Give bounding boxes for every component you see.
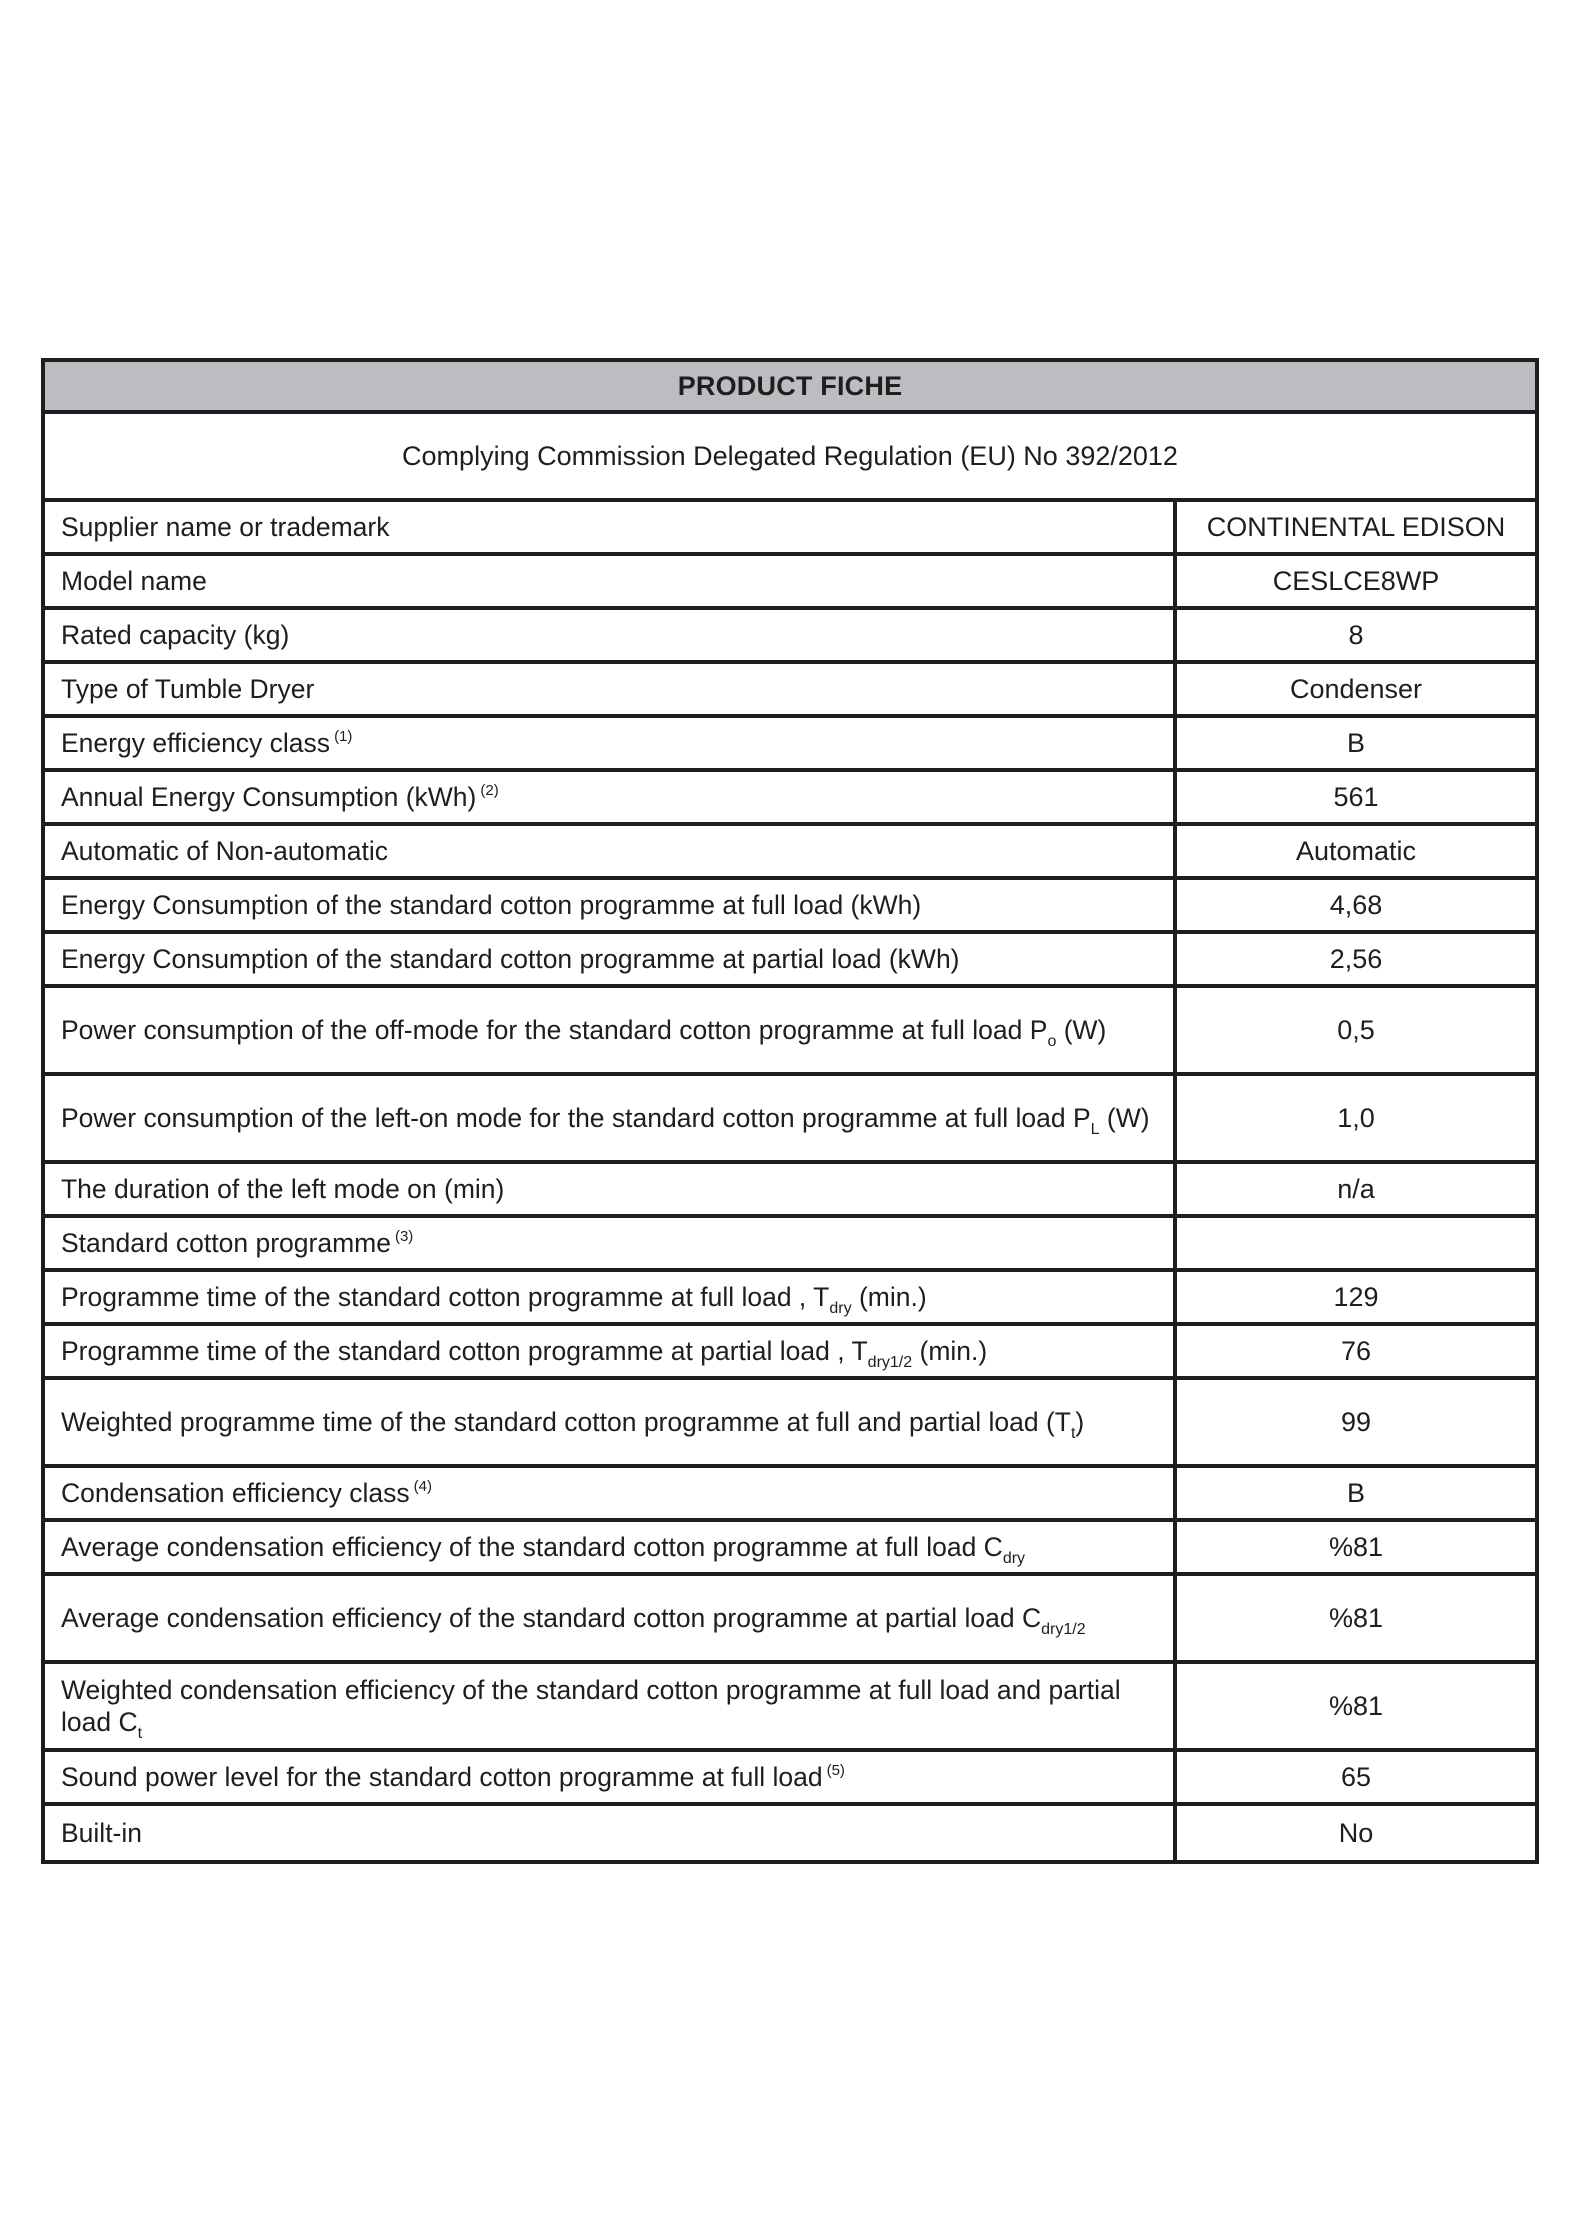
row-condensation-efficiency-class (45, 1468, 1535, 1522)
value-cell: 76 (1340, 1335, 1372, 1366)
label-text: Automatic of Non-automatic (61, 836, 388, 866)
label-cell (45, 1806, 1177, 1860)
label-cell (45, 1076, 1177, 1160)
row-rated-capacity (45, 610, 1535, 664)
label-text: Programme time of the standard cotton programme at full load , T (61, 1282, 830, 1312)
value-cell: %81 (1328, 1531, 1384, 1562)
value-cell: 129 (1333, 1281, 1379, 1312)
row-avg-condensation-full-load (45, 1522, 1535, 1576)
label-cell (45, 826, 1177, 876)
label-cell (45, 880, 1177, 930)
label-text-suffix: (W) (1099, 1103, 1150, 1133)
label-text: Type of Tumble Dryer (61, 674, 315, 704)
label-subscript: t (137, 1725, 143, 1742)
row-programme-time-full-load (45, 1272, 1535, 1326)
value-cell: 99 (1340, 1406, 1372, 1437)
row-programme-time-partial-load (45, 1326, 1535, 1380)
label-text: Average condensation efficiency of the standard cotton programme at full load C (61, 1532, 1003, 1562)
label-subscript: dry (1002, 1550, 1026, 1567)
label-text: Annual Energy Consumption (kWh) (61, 782, 477, 812)
row-built-in (45, 1806, 1535, 1860)
label-cell (45, 1664, 1177, 1748)
label-text: Weighted condensation efficiency of the standard cotton programme at full load and partial load C (61, 1675, 1121, 1737)
footnote-marker: (2) (480, 782, 499, 799)
fiche-regulation-subtitle: Complying Commission Delegated Regulation (EU) No 392/2012 (45, 414, 1535, 502)
label-subscript: dry (829, 1300, 852, 1317)
row-dryer-type (45, 664, 1535, 718)
label-text: Standard cotton programme (61, 1228, 391, 1258)
value-cell: n/a (1337, 1173, 1375, 1204)
row-weighted-programme-time (45, 1380, 1535, 1468)
label-text: Power consumption of the off-mode for the standard cotton programme at full load P (61, 1015, 1048, 1045)
value-cell: %81 (1328, 1602, 1384, 1633)
value-cell: %81 (1328, 1690, 1384, 1721)
value-cell: No (1338, 1817, 1374, 1848)
label-cell (45, 502, 1177, 552)
footnote-marker: (4) (413, 1478, 432, 1495)
label-cell (45, 1752, 1177, 1802)
footnote-marker: (3) (394, 1228, 414, 1245)
row-standard-cotton-programme (45, 1218, 1535, 1272)
value-cell: Condenser (1289, 673, 1423, 704)
product-fiche-table (41, 358, 1539, 1864)
label-subscript: dry1/2 (1041, 1621, 1086, 1638)
label-cell (45, 988, 1177, 1072)
label-cell (45, 1522, 1177, 1572)
label-cell (45, 610, 1177, 660)
label-cell (45, 1272, 1177, 1322)
row-annual-energy-consumption (45, 772, 1535, 826)
value-cell: CESLCE8WP (1272, 565, 1440, 596)
row-automatic (45, 826, 1535, 880)
value-cell: 1,0 (1337, 1102, 1375, 1133)
row-energy-partial-load (45, 934, 1535, 988)
row-sound-power-level (45, 1752, 1535, 1806)
label-subscript: t (1070, 1425, 1076, 1442)
value-cell: CONTINENTAL EDISON (1206, 511, 1506, 542)
label-text: Power consumption of the left-on mode for the standard cotton programme at full load P (61, 1103, 1091, 1133)
label-text: Weighted programme time of the standard cotton programme at full and partial load (T (61, 1407, 1071, 1437)
row-left-mode-duration (45, 1164, 1535, 1218)
label-cell (45, 556, 1177, 606)
label-subscript: dry1/2 (867, 1354, 913, 1371)
label-cell (45, 1576, 1177, 1660)
value-cell: Automatic (1295, 835, 1417, 866)
label-text: Energy efficiency class (61, 728, 331, 758)
label-text-suffix: (min.) (912, 1336, 988, 1366)
label-text: Supplier name or trademark (61, 512, 390, 542)
value-cell: 8 (1348, 619, 1364, 650)
label-text: Sound power level for the standard cotton programme at full load (61, 1762, 823, 1792)
label-text-suffix: (min.) (851, 1282, 927, 1312)
footnote-marker: (5) (826, 1762, 845, 1779)
label-cell (45, 1468, 1177, 1518)
value-cell: 4,68 (1329, 889, 1383, 920)
row-energy-full-load (45, 880, 1535, 934)
label-text: Average condensation efficiency of the standard cotton programme at partial load C (61, 1603, 1042, 1633)
label-subscript: o (1047, 1033, 1057, 1050)
value-cell (1177, 1218, 1535, 1268)
label-cell (45, 718, 1177, 768)
fiche-title: PRODUCT FICHE (45, 362, 1535, 414)
label-text: Rated capacity (kg) (61, 620, 290, 650)
value-cell: 2,56 (1329, 943, 1383, 974)
row-model-name (45, 556, 1535, 610)
label-cell (45, 772, 1177, 822)
value-cell: 561 (1333, 781, 1379, 812)
label-text: Condensation efficiency class (61, 1478, 410, 1508)
label-subscript: L (1090, 1121, 1100, 1138)
row-avg-condensation-partial-load (45, 1576, 1535, 1664)
label-text: Model name (61, 566, 207, 596)
row-weighted-condensation-efficiency (45, 1664, 1535, 1752)
label-text-suffix: ) (1075, 1407, 1085, 1437)
label-cell (45, 1326, 1177, 1376)
label-text: Built-in (61, 1818, 143, 1848)
footnote-marker: (1) (334, 728, 353, 745)
label-text: Energy Consumption of the standard cotton programme at partial load (kWh) (61, 944, 960, 974)
label-text: Programme time of the standard cotton programme at partial load , T (61, 1336, 868, 1366)
row-supplier (45, 502, 1535, 556)
value-cell: B (1346, 727, 1365, 758)
label-text: The duration of the left mode on (min) (61, 1174, 505, 1204)
label-text-suffix: (W) (1056, 1015, 1107, 1045)
value-cell: B (1346, 1477, 1365, 1508)
label-cell (45, 664, 1177, 714)
label-cell (45, 1218, 1177, 1268)
label-cell (45, 1380, 1177, 1464)
row-left-on-mode-power (45, 1076, 1535, 1164)
label-text: Energy Consumption of the standard cotton programme at full load (kWh) (61, 890, 922, 920)
row-off-mode-power (45, 988, 1535, 1076)
value-cell: 65 (1340, 1761, 1372, 1792)
label-cell (45, 1164, 1177, 1214)
value-cell: 0,5 (1337, 1014, 1375, 1045)
label-cell (45, 934, 1177, 984)
row-energy-efficiency-class (45, 718, 1535, 772)
